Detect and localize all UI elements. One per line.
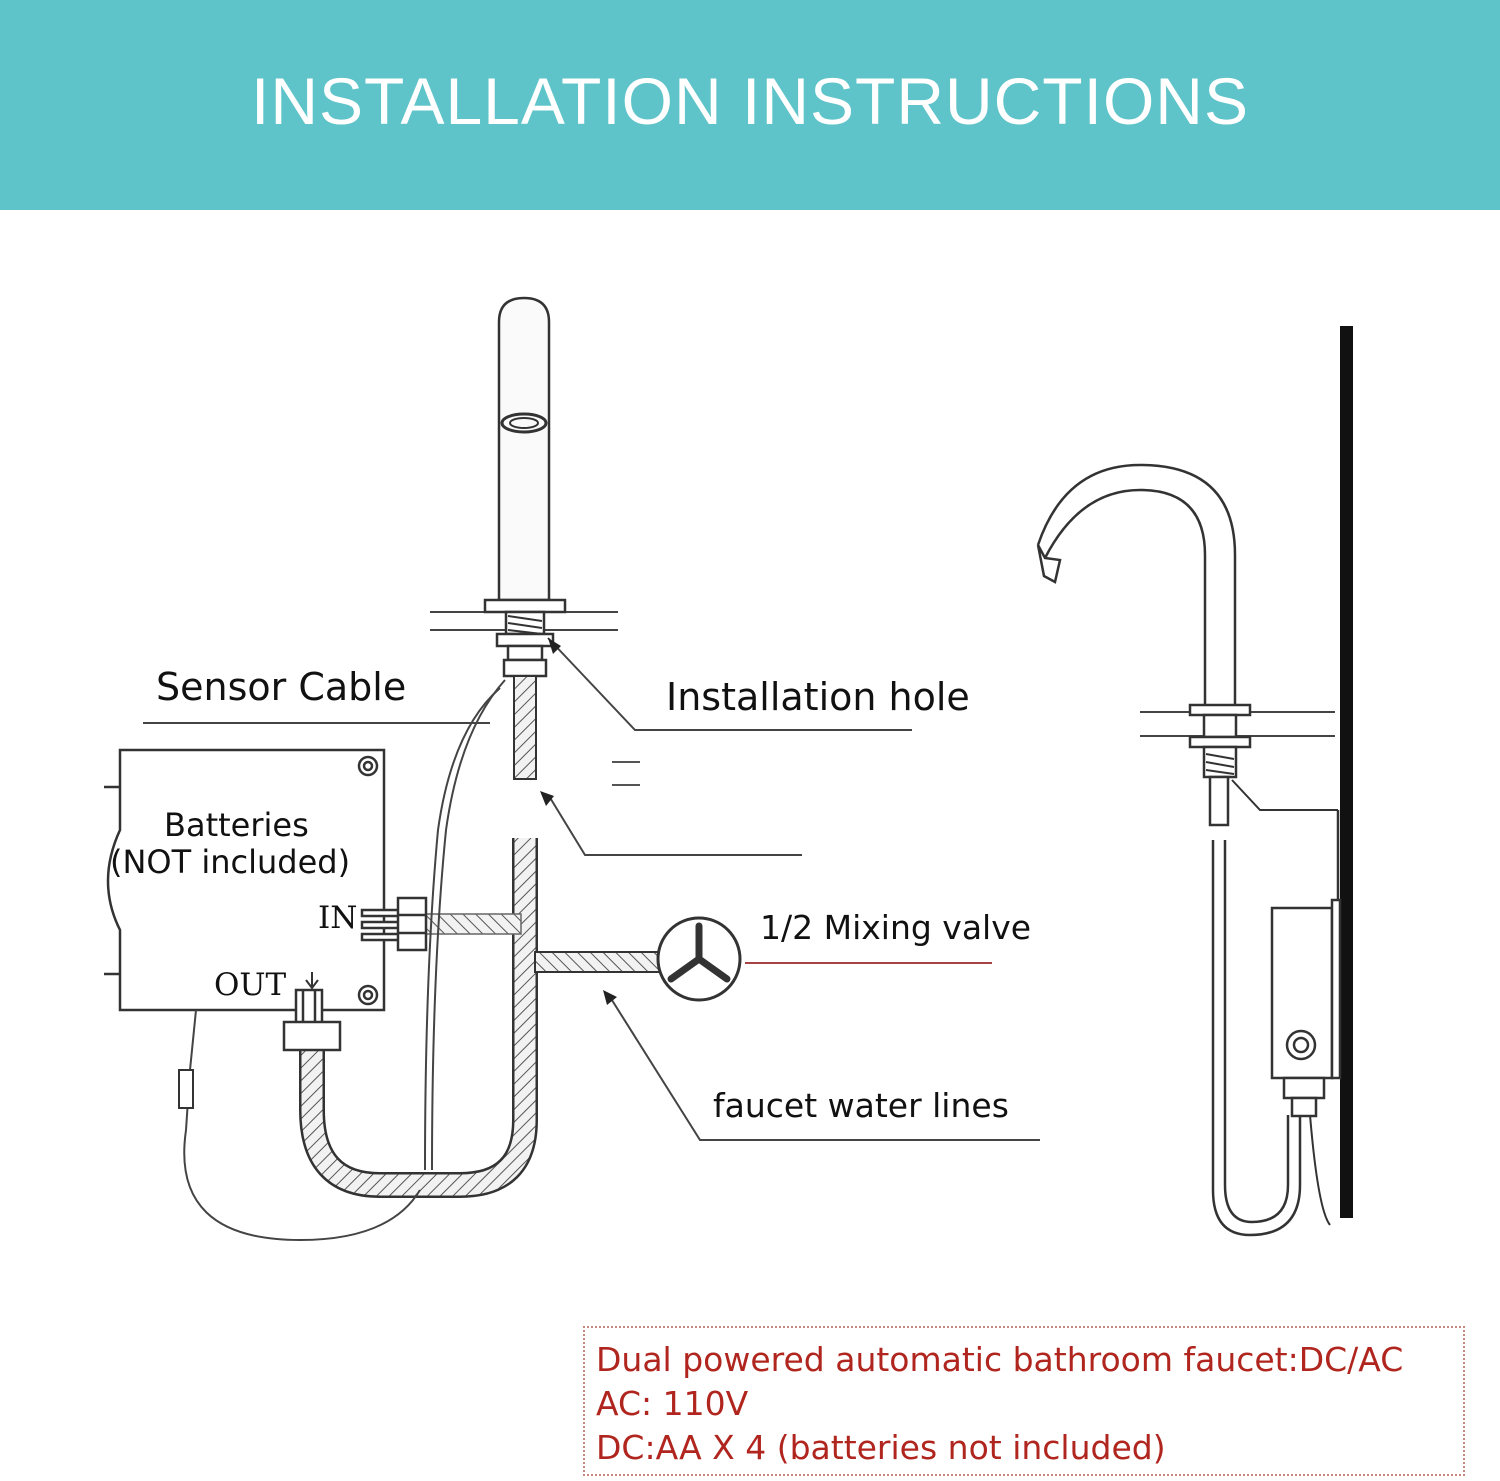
mounting-side <box>1190 705 1250 825</box>
mounting-nut-main <box>485 600 565 676</box>
page-title: INSTALLATION INSTRUCTIONS <box>251 64 1249 138</box>
batteries-label: Batteries <box>164 806 309 844</box>
hose-top-segment <box>514 676 536 779</box>
power-info-box <box>583 1326 1465 1476</box>
mixing-valve-label: 1/2 Mixing valve <box>760 908 1032 947</box>
wall-panel <box>1340 326 1353 1218</box>
faucet-spout-main <box>499 298 549 600</box>
sensor-cable-label: Sensor Cable <box>156 665 407 709</box>
header-banner <box>0 0 1500 210</box>
installation-diagram <box>0 210 1500 1310</box>
power-info-line-1: Dual powered automatic bathroom faucet:DC/AC <box>596 1340 1404 1379</box>
break-mark <box>612 762 640 785</box>
control-box-side <box>1272 810 1340 1116</box>
hose-in-port <box>426 914 521 934</box>
out-port-label: OUT <box>214 967 287 1003</box>
installation-diagram-drawing <box>0 210 1500 1310</box>
installation-hole-label: Installation hole <box>666 675 970 719</box>
batteries-not-included-label: (NOT included) <box>110 843 351 881</box>
power-info-line-3: DC:AA X 4 (batteries not included) <box>596 1428 1166 1467</box>
in-port-label: IN <box>318 900 358 936</box>
faucet-side-view <box>1038 465 1235 705</box>
hose-to-valve <box>535 952 663 972</box>
power-info-line-2: AC: 110V <box>596 1384 749 1423</box>
mixing-valve <box>658 918 740 1000</box>
arrowheads <box>540 638 617 1005</box>
faucet-water-lines-label: faucet water lines <box>713 1086 1009 1125</box>
